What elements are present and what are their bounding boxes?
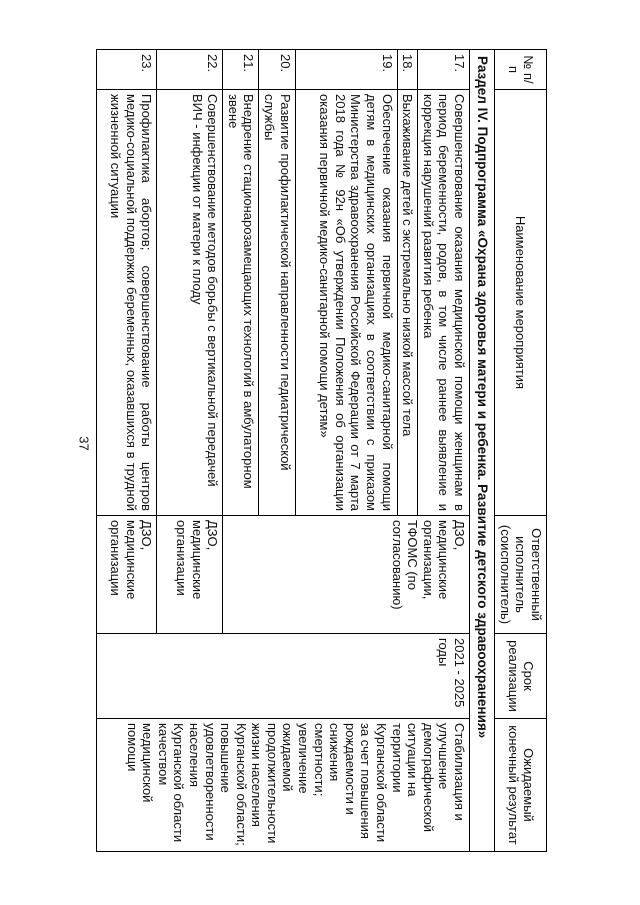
row-responsible: ДЗО, медицинские организации bbox=[157, 516, 223, 634]
row-num: 23. bbox=[97, 50, 157, 90]
row-name: Совершенствование оказания медицинской помощи женщинам в период беременности, родов, в том числе раннее выявление и коррекция нарушений развития ребенка bbox=[418, 90, 470, 516]
row-num: 18. bbox=[397, 50, 418, 90]
row-responsible: ДЗО, медицинские организации, ТФОМС (по согласованию) bbox=[223, 516, 470, 634]
row-term: 2021 - 2025 годы bbox=[97, 634, 470, 719]
row-name: Совершенствование методов борьбы с вертикальной передачей ВИЧ - инфекции от матери к плоду bbox=[157, 90, 223, 516]
page-number: 37 bbox=[76, 436, 92, 451]
row-result: Стабилизация и улучшение демографической ситуации на территории Курганской области за счет повышения рождаемости и снижения смертности; увеличение ожидаемой продолжительности жизни населения Курганской области; повышение удовлетворенности населения Курганской области качеством медицинской помощи bbox=[97, 719, 470, 852]
row-name: Развитие профилактической направленности педиатрической службы bbox=[259, 90, 295, 516]
row-name: Внедрение стационарозамещающих технологий в амбулаторном звене bbox=[223, 90, 259, 516]
section-title: Раздел IV. Подпрограмма «Охрана здоровья матери и ребенка. Развитие детского здравоохранения» bbox=[470, 50, 495, 852]
column-header-result: Ожидаемый конечный результат bbox=[495, 719, 547, 852]
rotated-page bbox=[108, 49, 547, 851]
row-num: 17. bbox=[418, 50, 470, 90]
table-header-row bbox=[495, 50, 547, 852]
column-header-term: Срок реализации bbox=[495, 634, 547, 719]
row-responsible: ДЗО, медицинские организации bbox=[97, 516, 157, 634]
row-num: 20. bbox=[259, 50, 295, 90]
row-name: Выхаживание детей с экстремально низкой массой тела bbox=[397, 90, 418, 516]
measures-table bbox=[96, 49, 547, 852]
column-header-responsible: Ответственный исполнитель (соисполнитель) bbox=[495, 516, 547, 634]
column-header-num: № п/п bbox=[495, 50, 547, 90]
row-name: Обеспечение оказания первичной медико-санитарной помощи детям в медицинских организациях в соответствии с приказом Министерства здравоохранения Российской Федерации от 7 марта 2018 года № 92н «Об утверждении Положения об организации оказания первичной медико-санитарной помощи детям» bbox=[295, 90, 397, 516]
row-num: 22. bbox=[157, 50, 223, 90]
column-header-name: Наименование мероприятия bbox=[495, 90, 547, 516]
table-row bbox=[418, 50, 470, 852]
row-num: 21. bbox=[223, 50, 259, 90]
section-row bbox=[470, 50, 495, 852]
row-name: Профилактика абортов; совершенствование работы центров медико-социальной поддержки беременных, оказавшихся в трудной жизненной ситуации bbox=[97, 90, 157, 516]
row-num: 19. bbox=[295, 50, 397, 90]
